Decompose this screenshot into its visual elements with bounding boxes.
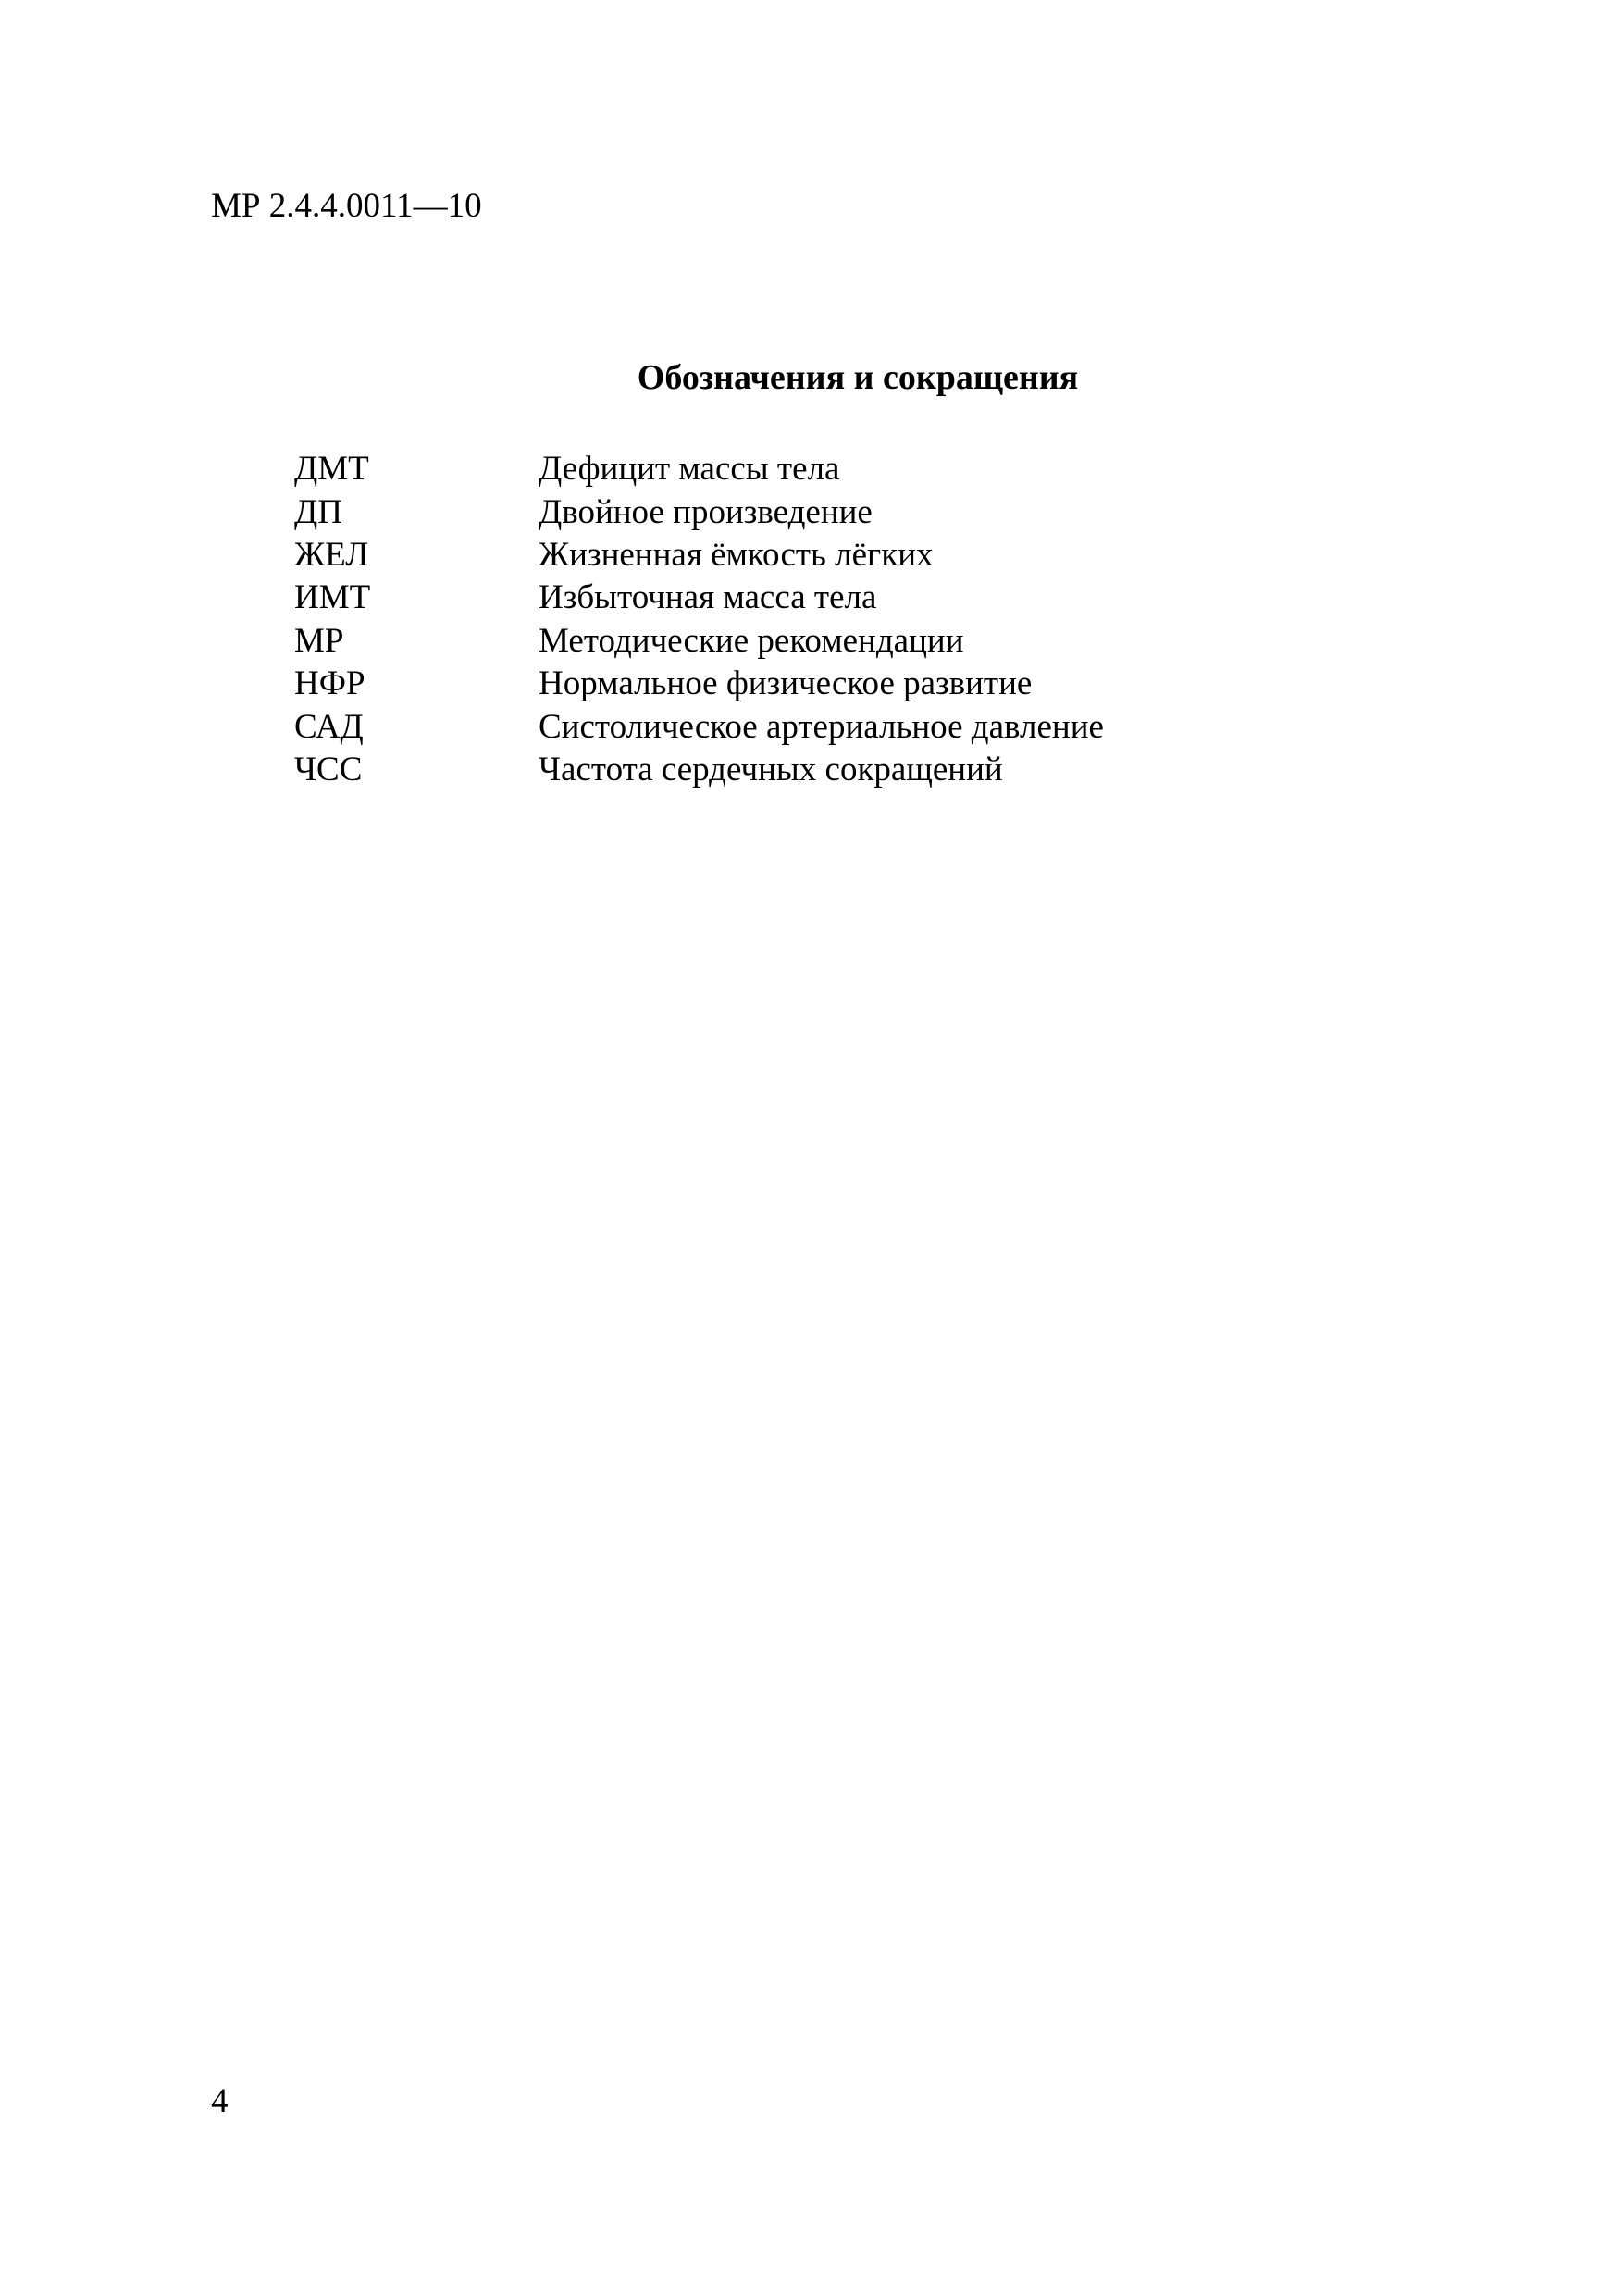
list-item	[294, 749, 1104, 791]
list-item	[294, 620, 1104, 663]
list-item	[294, 663, 1104, 705]
abbreviation-code: ДП	[294, 492, 342, 531]
document-code: МР 2.4.4.0011—10	[211, 187, 482, 225]
list-item	[294, 448, 1104, 490]
abbreviation-description: Методические рекомендации	[539, 621, 964, 660]
list-item	[294, 534, 1104, 577]
abbreviation-code: ДМТ	[294, 450, 369, 489]
section-title: Обозначения и сокращения	[637, 358, 1079, 397]
abbreviation-description: Жизненная ёмкость лёгких	[539, 535, 934, 574]
abbreviation-code: НФР	[294, 664, 365, 703]
list-item	[294, 490, 1104, 533]
abbreviation-code: ИМТ	[294, 578, 371, 617]
abbreviation-list	[294, 448, 1104, 791]
abbreviation-description: Дефицит массы тела	[539, 450, 840, 489]
abbreviation-code: ЧСС	[294, 750, 363, 788]
abbreviation-description: Частота сердечных сокращений	[539, 750, 1003, 788]
abbreviation-code: ЖЕЛ	[294, 535, 369, 574]
abbreviation-description: Двойное произведение	[539, 492, 873, 531]
abbreviation-code: САД	[294, 707, 364, 746]
list-item	[294, 577, 1104, 619]
abbreviation-description: Систолическое артериальное давление	[539, 707, 1104, 746]
abbreviation-code: МР	[294, 621, 344, 660]
list-item	[294, 705, 1104, 748]
page-number: 4	[211, 2082, 229, 2120]
abbreviation-description: Нормальное физическое развитие	[539, 664, 1033, 703]
abbreviation-description: Избыточная масса тела	[539, 578, 877, 617]
